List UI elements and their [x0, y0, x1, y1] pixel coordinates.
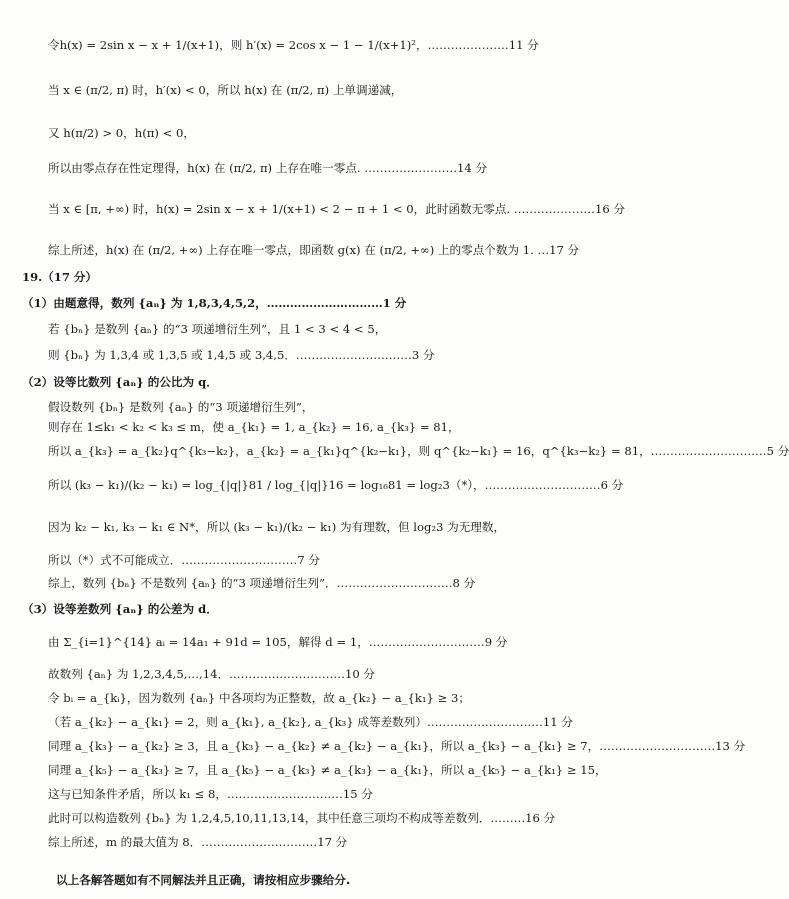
- solution-line: 此时可以构造数列 {bₙ} 为 1,2,4,5,10,11,13,14，其中任意三项均不构成等差数列．………16 分: [48, 811, 556, 825]
- solution-line: 故数列 {aₙ} 为 1,2,3,4,5,…,14．…………………………10 分: [48, 667, 376, 681]
- solution-line: （3）设等差数列 {aₙ} 的公差为 d．: [22, 602, 218, 616]
- solution-line: 所以（*）式不可能成立．…………………………7 分: [48, 553, 320, 567]
- solution-line: （2）设等比数列 {aₙ} 的公比为 q．: [22, 375, 218, 389]
- solution-line: 当 x ∈ [π, +∞) 时，h(x) = 2sin x − x + 1/(x+1) < 2 − π + 1 < 0，此时函数无零点. …………………16 分: [48, 202, 625, 216]
- solution-line: 由 Σ_{i=1}^{14} aᵢ = 14a₁ + 91d = 105，解得 d = 1，…………………………9 分: [48, 635, 508, 649]
- solution-line: 则 {bₙ} 为 1,3,4 或 1,3,5 或 1,4,5 或 3,4,5．…………………………3 分: [48, 348, 435, 362]
- solution-line: 则存在 1≤k₁ < k₂ < k₃ ≤ m，使 a_{k₁} = 1, a_{k₂} = 16, a_{k₃} = 81，: [48, 420, 460, 434]
- solution-line: 假设数列 {bₙ} 是数列 {aₙ} 的“3 项递增衍生列”，: [48, 400, 314, 414]
- solution-line: 综上所述，m 的最大值为 8．…………………………17 分: [48, 835, 348, 849]
- solution-line: 所以由零点存在性定理得，h(x) 在 (π/2, π) 上存在唯一零点. ……………………14 分: [48, 161, 488, 175]
- solution-line: 令 bᵢ = a_{kᵢ}，因为数列 {aₙ} 中各项均为正整数，故 a_{k₂} − a_{k₁} ≥ 3；: [48, 691, 470, 705]
- solution-line: （若 a_{k₂} − a_{k₁} = 2，则 a_{k₁}, a_{k₂}, a_{k₃} 成等差数列）…………………………11 分: [48, 715, 573, 729]
- solution-line: 综上，数列 {bₙ} 不是数列 {aₙ} 的“3 项递增衍生列”．…………………………8 分: [48, 576, 476, 590]
- solution-line: 同理 a_{k₅} − a_{k₃} ≥ 7，且 a_{k₅} − a_{k₃} ≠ a_{k₃} − a_{k₁}，所以 a_{k₅} − a_{k₁} ≥ 15，: [48, 763, 607, 777]
- solution-line: 若 {bₙ} 是数列 {aₙ} 的“3 项递增衍生列”，且 1 < 3 < 4 < 5，: [48, 322, 387, 336]
- solution-line: 当 x ∈ (π/2, π) 时，h′(x) < 0，所以 h(x) 在 (π/2, π) 上单调递减，: [48, 83, 403, 97]
- solution-line: 所以 (k₃ − k₁)/(k₂ − k₁) = log_{|q|}81 / log_{|q|}16 = log₁₆81 = log₂3（*），…………………………6 分: [48, 478, 624, 492]
- solution-line: （1）由题意得，数列 {aₙ} 为 1,8,3,4,5,2，…………………………1 分: [22, 296, 407, 310]
- solution-line: 同理 a_{k₃} − a_{k₂} ≥ 3，且 a_{k₃} − a_{k₂} ≠ a_{k₂} − a_{k₁}，所以 a_{k₃} − a_{k₁} ≥ 7，…………………………13 分: [48, 739, 746, 753]
- grading-note: 以上各解答题如有不同解法并且正确，请按相应步骤给分.: [56, 873, 351, 887]
- solution-line: 又 h(π/2) > 0，h(π) < 0，: [48, 126, 195, 140]
- solution-line: 19.（17 分）: [22, 270, 98, 284]
- solution-line: 这与已知条件矛盾，所以 k₁ ≤ 8，…………………………15 分: [48, 787, 373, 801]
- solution-line: 因为 k₂ − k₁, k₃ − k₁ ∈ N*，所以 (k₃ − k₁)/(k₂ − k₁) 为有理数，但 log₂3 为无理数，: [48, 520, 506, 534]
- solution-line: 所以 a_{k₃} = a_{k₂}q^{k₃−k₂}，a_{k₂} = a_{k₁}q^{k₂−k₁}，则 q^{k₂−k₁} = 16，q^{k₃−k₂} = 81，…………………………5 分: [48, 444, 789, 458]
- solution-line: 令h(x) = 2sin x − x + 1/(x+1)，则 h′(x) = 2cos x − 1 − 1/(x+1)²，…………………11 分: [48, 38, 539, 52]
- solution-line: 综上所述，h(x) 在 (π/2, +∞) 上存在唯一零点，即函数 g(x) 在 (π/2, +∞) 上的零点个数为 1. …17 分: [48, 243, 580, 257]
